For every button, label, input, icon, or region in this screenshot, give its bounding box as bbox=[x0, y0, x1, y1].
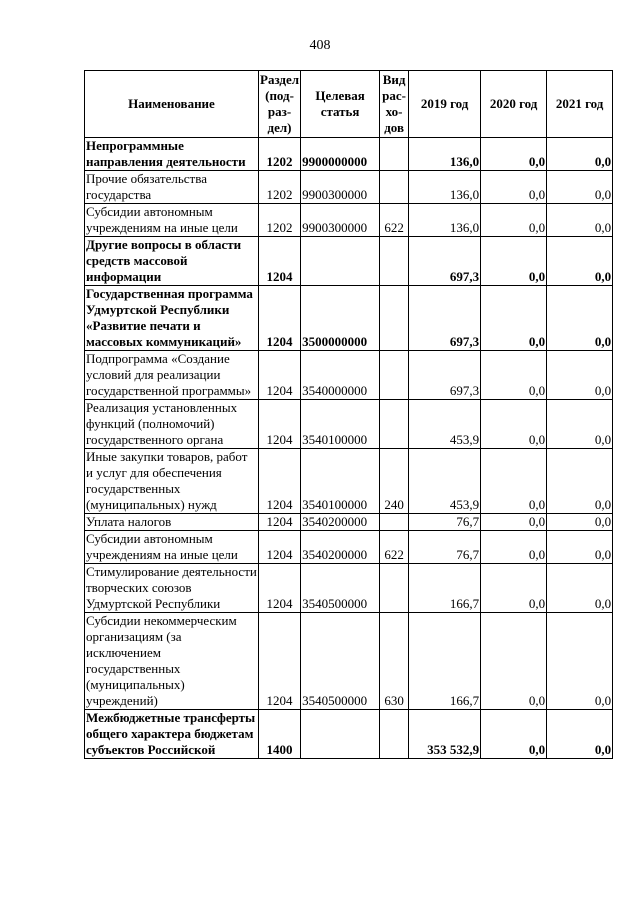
row-section: 1202 bbox=[259, 171, 301, 204]
row-2019: 697,3 bbox=[409, 286, 481, 351]
row-2020: 0,0 bbox=[481, 531, 547, 564]
table-row bbox=[85, 138, 613, 171]
row-section: 1204 bbox=[259, 351, 301, 400]
row-article: 3500000000 bbox=[301, 286, 380, 351]
row-2019: 76,7 bbox=[409, 531, 481, 564]
row-2021: 0,0 bbox=[547, 171, 613, 204]
row-2021: 0,0 bbox=[547, 138, 613, 171]
row-article: 9900300000 bbox=[301, 171, 380, 204]
table-row bbox=[85, 237, 613, 286]
table-row bbox=[85, 564, 613, 613]
table-row bbox=[85, 351, 613, 400]
table-row bbox=[85, 286, 613, 351]
row-vid bbox=[380, 286, 409, 351]
row-name: Иные закупки товаров, работ и услуг для обеспечения государственных (муниципальных) нужд bbox=[85, 449, 259, 514]
row-2021: 0,0 bbox=[547, 286, 613, 351]
row-vid bbox=[380, 351, 409, 400]
table-row bbox=[85, 613, 613, 710]
row-2020: 0,0 bbox=[481, 400, 547, 449]
row-vid bbox=[380, 514, 409, 531]
row-name: Подпрограмма «Создание условий для реализации государственной программы» bbox=[85, 351, 259, 400]
table-row bbox=[85, 710, 613, 759]
row-vid: 622 bbox=[380, 204, 409, 237]
table-row bbox=[85, 400, 613, 449]
row-article: 3540100000 bbox=[301, 400, 380, 449]
row-name: Уплата налогов bbox=[85, 514, 259, 531]
row-2020: 0,0 bbox=[481, 710, 547, 759]
table-row bbox=[85, 449, 613, 514]
row-2020: 0,0 bbox=[481, 351, 547, 400]
row-2019: 166,7 bbox=[409, 564, 481, 613]
row-article bbox=[301, 237, 380, 286]
row-2019: 136,0 bbox=[409, 204, 481, 237]
row-2020: 0,0 bbox=[481, 613, 547, 710]
header-2020: 2020 год bbox=[481, 71, 547, 138]
row-2021: 0,0 bbox=[547, 613, 613, 710]
page-number: 408 bbox=[309, 38, 331, 53]
row-article: 3540000000 bbox=[301, 351, 380, 400]
row-name: Межбюджетные трансферты общего характера бюджетам субъектов Российской bbox=[85, 710, 259, 759]
row-section: 1204 bbox=[259, 613, 301, 710]
row-vid: 622 bbox=[380, 531, 409, 564]
row-article: 3540200000 bbox=[301, 514, 380, 531]
row-2021: 0,0 bbox=[547, 204, 613, 237]
row-2020: 0,0 bbox=[481, 286, 547, 351]
row-vid bbox=[380, 138, 409, 171]
row-section: 1400 bbox=[259, 710, 301, 759]
header-2021: 2021 год bbox=[547, 71, 613, 138]
row-2020: 0,0 bbox=[481, 171, 547, 204]
row-name: Стимулирование деятельности творческих союзов Удмуртской Республики bbox=[86, 564, 257, 611]
row-article: 9900300000 bbox=[301, 204, 380, 237]
row-vid: 240 bbox=[380, 449, 409, 514]
row-2020: 0,0 bbox=[481, 138, 547, 171]
row-vid: 630 bbox=[380, 613, 409, 710]
row-name: Непрограммные направления деятельности bbox=[85, 138, 259, 171]
row-2021: 0,0 bbox=[547, 400, 613, 449]
row-2019: 453,9 bbox=[409, 449, 481, 514]
row-name: Субсидии некоммерческим организациям (за исключением государственных (муниципальных) учреждений) bbox=[85, 613, 259, 710]
row-2021: 0,0 bbox=[547, 351, 613, 400]
row-article bbox=[301, 710, 380, 759]
row-2019: 697,3 bbox=[409, 237, 481, 286]
row-name: Субсидии автономным учреждениям на иные цели bbox=[85, 531, 259, 564]
row-vid bbox=[380, 171, 409, 204]
row-name: Субсидии автономным учреждениям на иные цели bbox=[85, 204, 259, 237]
header-2019: 2019 год bbox=[409, 71, 481, 138]
table-row bbox=[85, 171, 613, 204]
row-section: 1204 bbox=[259, 564, 301, 613]
row-section: 1204 bbox=[259, 286, 301, 351]
row-section: 1204 bbox=[259, 237, 301, 286]
row-2021: 0,0 bbox=[547, 531, 613, 564]
header-row bbox=[85, 71, 613, 138]
row-name: Прочие обязательства государства bbox=[85, 171, 259, 204]
row-section: 1204 bbox=[259, 514, 301, 531]
row-article: 3540500000 bbox=[301, 613, 380, 710]
table-row bbox=[85, 204, 613, 237]
row-2021: 0,0 bbox=[547, 710, 613, 759]
row-2019: 166,7 bbox=[409, 613, 481, 710]
row-vid bbox=[380, 237, 409, 286]
row-section: 1202 bbox=[259, 138, 301, 171]
row-2021: 0,0 bbox=[547, 237, 613, 286]
row-section: 1204 bbox=[259, 531, 301, 564]
row-2019: 453,9 bbox=[409, 400, 481, 449]
row-article: 3540200000 bbox=[301, 531, 380, 564]
header-vid: Вид рас-хо-дов bbox=[380, 71, 409, 138]
row-article: 3540500000 bbox=[301, 564, 380, 613]
row-2021: 0,0 bbox=[547, 514, 613, 531]
row-2020: 0,0 bbox=[481, 204, 547, 237]
header-name: Наименование bbox=[85, 71, 259, 138]
row-2020: 0,0 bbox=[481, 237, 547, 286]
row-name: Реализация установленных функций (полномочий) государственного органа bbox=[85, 400, 259, 449]
row-article: 3540100000 bbox=[301, 449, 380, 514]
row-2019: 76,7 bbox=[409, 514, 481, 531]
header-section: Раздел (под-раз-дел) bbox=[259, 71, 301, 138]
row-2020: 0,0 bbox=[481, 449, 547, 514]
row-vid bbox=[380, 400, 409, 449]
row-2019: 353 532,9 bbox=[409, 710, 481, 759]
row-section: 1202 bbox=[259, 204, 301, 237]
row-section: 1204 bbox=[259, 449, 301, 514]
row-vid bbox=[380, 564, 409, 613]
row-2020: 0,0 bbox=[481, 564, 547, 613]
row-2021: 0,0 bbox=[547, 449, 613, 514]
row-section: 1204 bbox=[259, 400, 301, 449]
row-2019: 136,0 bbox=[409, 171, 481, 204]
row-2019: 136,0 bbox=[409, 138, 481, 171]
header-article: Целевая статья bbox=[301, 71, 380, 138]
row-2020: 0,0 bbox=[481, 514, 547, 531]
row-vid bbox=[380, 710, 409, 759]
row-name: Другие вопросы в области средств массовой информации bbox=[85, 237, 259, 286]
row-name: Государственная программа Удмуртской Республики «Развитие печати и массовых коммуникаций» bbox=[85, 286, 259, 351]
row-2019: 697,3 bbox=[409, 351, 481, 400]
row-2021: 0,0 bbox=[547, 564, 613, 613]
row-article: 9900000000 bbox=[301, 138, 380, 171]
table-row bbox=[85, 531, 613, 564]
table-row bbox=[85, 514, 613, 531]
budget-table bbox=[84, 70, 613, 759]
